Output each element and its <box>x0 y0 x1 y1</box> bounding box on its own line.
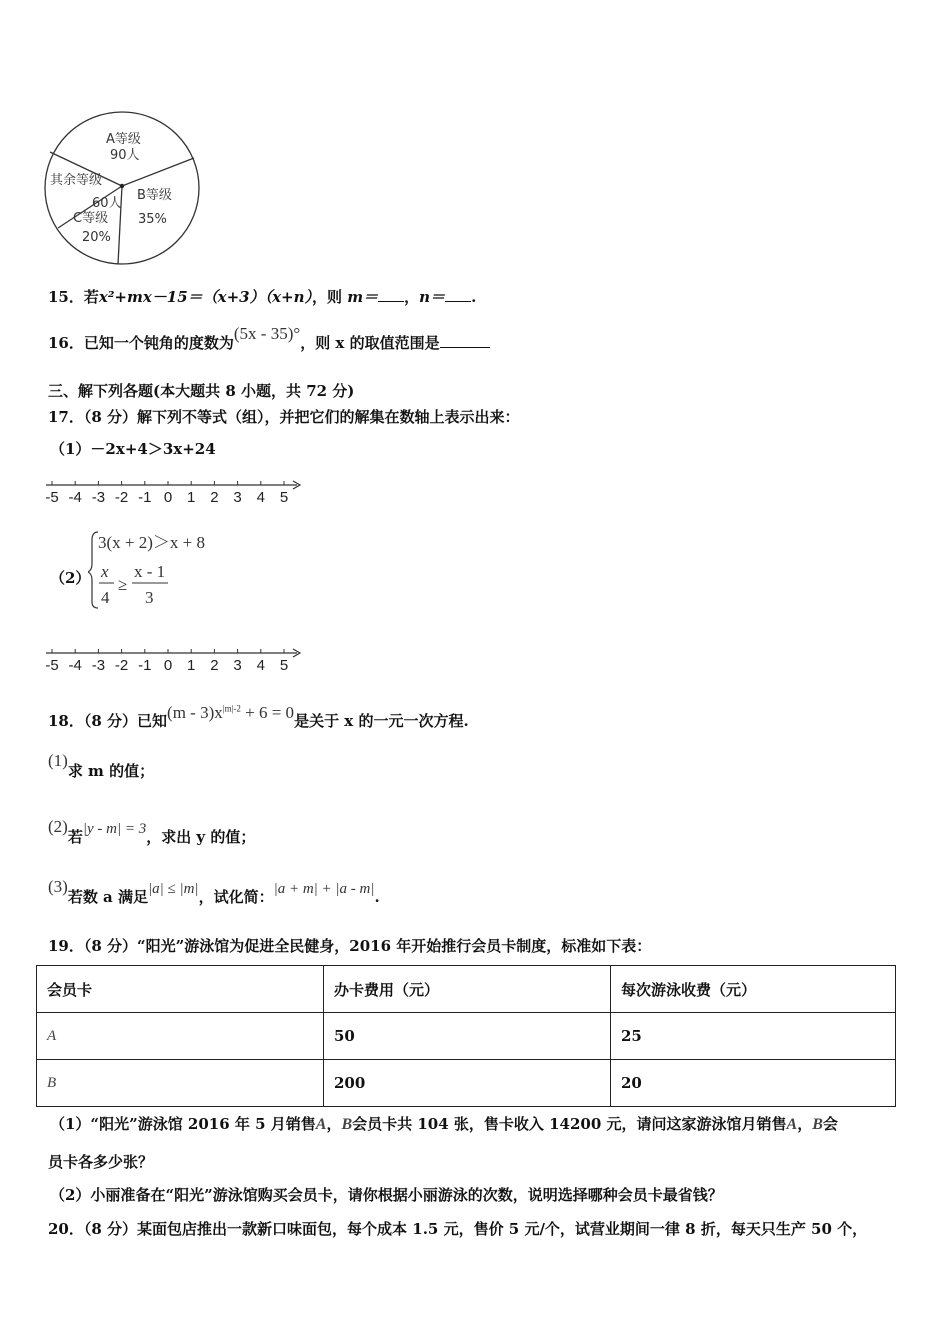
table-header-cell: 每次游泳收费（元） <box>611 966 896 1013</box>
number-line-2[interactable] <box>42 643 307 675</box>
number-line-tick-label: 0 <box>163 657 173 674</box>
table-cell-fee: 200 <box>324 1060 611 1107</box>
q15-end: . <box>471 288 477 306</box>
question-19-part2: （2）小丽准备在“阳光”游泳馆购买会员卡，请你根据小丽游泳的次数，说明选择哪种会员卡最省钱？ <box>50 1186 723 1204</box>
q18-suffix: 是关于 x 的一元一次方程. <box>294 712 469 730</box>
number-line-tick-label: -1 <box>138 657 152 674</box>
table-cell-per-swim: 25 <box>611 1013 896 1060</box>
q16-prefix: 16．已知一个钝角的度数为 <box>48 334 234 352</box>
q18-p1-num: (1) <box>48 751 68 770</box>
number-line-tick-label: 2 <box>210 657 219 674</box>
q19-p1-A2: A <box>786 1116 798 1133</box>
inequality-system <box>88 528 228 613</box>
number-line-tick-label: -4 <box>68 657 82 674</box>
pie-label-b-name: B等级 <box>137 188 172 203</box>
system-brace <box>88 532 98 608</box>
pie-center <box>120 184 124 188</box>
question-17-part2-label: （2） <box>50 569 91 587</box>
number-line-tick-label: 3 <box>233 489 242 506</box>
pie-label-a-count: 90人 <box>110 148 140 163</box>
q15-m-label: m＝ <box>347 288 379 306</box>
q18-p3-expr: |a| ≤ |m| <box>148 881 199 897</box>
q18-p2-pre: 若 <box>67 828 83 846</box>
q18-p1-text: 求 m 的值； <box>67 762 155 780</box>
q19-p1-c: 会 <box>822 1115 838 1133</box>
number-line-tick-label: -2 <box>114 657 129 674</box>
number-line-tick-label: 5 <box>279 657 289 674</box>
pie-label-c-name: C等级 <box>73 211 109 226</box>
table-header-cell: 办卡费用（元） <box>324 966 611 1013</box>
q18-expr <box>167 703 294 722</box>
q19-p1-B2: B <box>812 1116 823 1133</box>
question-19-title: 19．（8 分）“阳光”游泳馆为促进全民健身，2016 年开始推行会员卡制度，标准如下表： <box>48 937 652 955</box>
q18-p3-num: (3) <box>48 877 68 896</box>
number-line-tick-label: -4 <box>68 489 82 506</box>
pie-label-other-name: 其余等级 <box>50 173 103 188</box>
q18-p3-mid: ，试化简： <box>198 888 274 906</box>
number-line-tick-label: 1 <box>187 489 196 506</box>
table-row <box>37 1013 896 1060</box>
q19-p1-a: （1）“阳光”游泳馆 2016 年 5 月销售 <box>50 1115 316 1133</box>
number-line-tick-label: 5 <box>279 489 289 506</box>
question-17-part1: （1）－2x+4＞3x+24 <box>50 440 216 458</box>
question-20: 20．（8 分）某面包店推出一款新口味面包，每个成本 1.5 元，售价 5 元/个，试营业期间一律 8 折，每天只生产 50 个， <box>48 1220 868 1238</box>
pie-label-a-name: A等级 <box>106 132 141 147</box>
system-frac1-num: x <box>101 562 109 581</box>
number-line-1[interactable] <box>42 475 307 507</box>
pie-label-c-pct: 20% <box>82 230 111 245</box>
q15-expr: x²+mx－15＝（x+3）（x+n） <box>98 288 313 306</box>
table-cell-card: B <box>37 1060 324 1107</box>
question-16 <box>48 324 490 353</box>
q18-p2-num: (2) <box>48 817 68 836</box>
system-frac2-num: x - 1 <box>134 562 166 581</box>
question-18-part1 <box>48 751 155 781</box>
q18-prefix: 18．（8 分）已知 <box>48 712 168 730</box>
question-18 <box>48 703 469 731</box>
q18-p3-end: . <box>374 888 380 906</box>
q19-p1-A: A <box>315 1116 327 1133</box>
q15-sep: ， <box>404 288 420 306</box>
system-rel: ≥ <box>118 575 128 594</box>
q18-p2-expr: |y - m| = 3 <box>82 821 147 837</box>
q18-expr-rest: + 6 = 0 <box>240 703 295 722</box>
membership-card-table <box>36 965 896 1107</box>
pie-label-b-pct: 35% <box>138 212 167 227</box>
q18-expr-exp: |m|-2 <box>222 703 241 714</box>
q15-m-blank[interactable] <box>378 287 404 302</box>
q15-prefix: 15．若 <box>48 288 99 306</box>
table-header-row <box>37 966 896 1013</box>
q18-p2-post: ，求出 y 的值； <box>146 828 256 846</box>
q19-p1-comma2: ， <box>797 1115 813 1133</box>
pie-chart <box>40 108 205 268</box>
question-17-title: 17．（8 分）解下列不等式（组），并把它们的解集在数轴上表示出来： <box>48 408 520 426</box>
table-cell-per-swim: 20 <box>611 1060 896 1107</box>
system-frac2-den: 3 <box>145 588 154 607</box>
question-15 <box>48 286 476 307</box>
number-line-tick-label: -1 <box>138 489 152 506</box>
q19-p1-B: B <box>341 1116 353 1133</box>
q16-blank[interactable] <box>440 333 490 348</box>
question-19-part1-cont: 员卡各多少张？ <box>48 1153 154 1171</box>
number-line-tick-label: 4 <box>256 489 265 506</box>
section-3-heading: 三、解下列各题(本大题共 8 小题，共 72 分) <box>48 382 355 400</box>
q15-n-label: n＝ <box>419 288 446 306</box>
table-cell-fee: 50 <box>324 1013 611 1060</box>
q16-expr: (5x - 35)° <box>233 324 301 343</box>
q19-p1-b: 会员卡共 104 张，售卡收入 14200 元，请问这家游泳馆月销售 <box>352 1115 787 1133</box>
number-line-tick-label: -3 <box>91 489 106 506</box>
number-line-tick-label: -5 <box>45 489 59 506</box>
table-cell-card: A <box>37 1013 324 1060</box>
number-line-tick-label: -5 <box>45 657 59 674</box>
system-frac1-den: 4 <box>101 588 110 607</box>
q18-p3-pre: 若数 a 满足 <box>67 888 148 906</box>
table-row <box>37 1060 896 1107</box>
q15-n-blank[interactable] <box>445 287 471 302</box>
pie-label-other-count: 60人 <box>92 196 122 211</box>
number-line-tick-label: -3 <box>91 657 106 674</box>
number-line-tick-label: 0 <box>163 489 173 506</box>
table-header-cell: 会员卡 <box>37 966 324 1013</box>
number-line-tick-label: 4 <box>256 657 265 674</box>
question-19-part1 <box>50 1113 838 1134</box>
q18-p3-expr2: |a + m| + |a - m| <box>273 881 375 897</box>
number-line-tick-label: 1 <box>187 657 196 674</box>
system-line1: 3(x + 2)＞x + 8 <box>98 533 205 552</box>
number-line-tick-label: -2 <box>114 489 129 506</box>
number-line-tick-label: 2 <box>210 489 219 506</box>
question-18-part3 <box>48 877 380 907</box>
q19-p1-comma: ， <box>326 1115 342 1133</box>
q16-suffix: ，则 x 的取值范围是 <box>300 334 440 352</box>
q15-mid: ，则 <box>312 288 343 306</box>
question-18-part2 <box>48 817 256 847</box>
q18-expr-base: (m - 3)x <box>167 703 223 722</box>
number-line-tick-label: 3 <box>233 657 242 674</box>
